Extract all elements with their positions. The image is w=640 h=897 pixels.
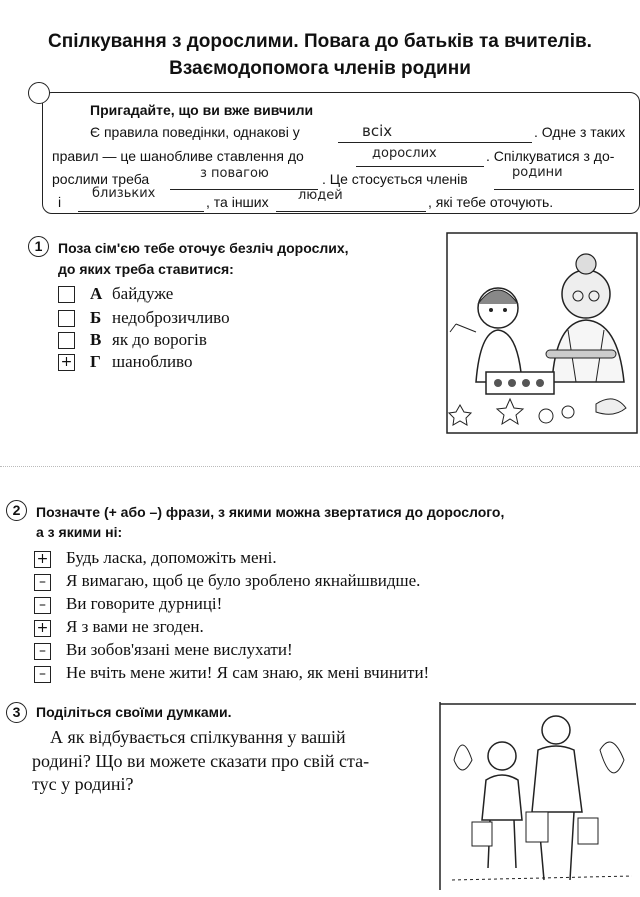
task2-mark-5: –: [39, 643, 46, 659]
task2-mark-6: –: [39, 666, 46, 682]
review-text-4b: , та інших: [206, 194, 269, 210]
task1-mark-d: +: [60, 354, 73, 370]
task1-question-line2: до яких треба ставитися:: [58, 261, 234, 277]
task3-number-badge: 3: [6, 702, 27, 723]
review-text-2a: правил — це шанобливе ставлення до: [52, 148, 304, 164]
task2-mark-1: +: [36, 551, 49, 567]
page-title: Спілкування з дорослими. Повага до батьків та вчителів.: [48, 31, 592, 52]
rolling-pin: [546, 350, 616, 358]
bucket-left: [472, 822, 492, 846]
fill-line-3[interactable]: [170, 189, 318, 190]
review-text-4a: і: [58, 194, 62, 210]
task2-question-line2: а з якими ні:: [36, 524, 123, 540]
task2-text-6: Не вчіть мене жити! Я сам знаю, як мені вчинити!: [66, 663, 430, 682]
task3-body-line1: А як відбувається спілкування у вашій: [50, 727, 346, 747]
task3-body-line3: тус у родині?: [32, 774, 134, 794]
task1-letter-a: А: [90, 284, 103, 303]
task2-number-badge: 2: [6, 500, 27, 521]
bucket-right: [578, 818, 598, 844]
task1-question-line1: Поза сім'єю тебе оточує безліч дорослих,: [58, 240, 349, 256]
fill-answer-1: всіх: [362, 122, 393, 140]
fill-line-2[interactable]: [356, 166, 484, 167]
task1-text-a: байдуже: [112, 284, 174, 303]
task1-checkbox-c[interactable]: [58, 332, 75, 349]
fill-line-5[interactable]: [78, 211, 204, 212]
task2-text-1: Будь ласка, допоможіть мені.: [66, 548, 277, 567]
baking-illustration: [446, 232, 638, 434]
task3-body-line2: родині? Що ви можете сказати про свій ста-: [32, 751, 370, 771]
bucket-middle: [526, 812, 548, 842]
review-text-3b: . Це стосується членів: [322, 171, 468, 187]
fill-answer-2: дорослих: [372, 146, 437, 161]
task1-checkbox-b[interactable]: [58, 310, 75, 327]
fill-answer-3: з повагою: [200, 166, 269, 181]
task1-checkbox-a[interactable]: [58, 286, 75, 303]
task2-mark-4: +: [36, 620, 49, 636]
task2-text-4: Я з вами не згоден.: [66, 617, 204, 636]
task2-question-line1: Позначте (+ або –) фрази, з якими можна звертатися до дорослого,: [36, 504, 505, 520]
fill-answer-4: родини: [512, 165, 563, 180]
task1-number-badge: 1: [28, 236, 49, 257]
page-subtitle: Взаємодопомога членів родини: [169, 58, 471, 79]
task1-text-b: недоброзичливо: [112, 308, 230, 327]
review-text-1a: Є правила поведінки, однакові у: [90, 124, 300, 140]
fill-line-4[interactable]: [494, 189, 634, 190]
task2-mark-2: –: [39, 574, 46, 590]
task2-text-2: Я вимагаю, щоб це було зроблено якнайшвидше.: [66, 571, 421, 590]
review-text-3a: рослими треба: [52, 171, 150, 187]
grandmother-head: [562, 270, 610, 318]
fill-line-6[interactable]: [276, 211, 426, 212]
task1-letter-b: Б: [90, 308, 102, 327]
review-text-1b: . Одне з таких: [534, 124, 626, 140]
family-illustration: [432, 700, 638, 892]
child-head: [488, 742, 516, 770]
review-text-4c: , які тебе оточують.: [428, 194, 554, 210]
fill-answer-5: близьких: [92, 186, 156, 201]
task1-letter-c: В: [90, 330, 102, 349]
section-divider: [0, 466, 640, 467]
task2-text-5: Ви зобов'язані мене вислухати!: [66, 640, 293, 659]
adult-head: [542, 716, 570, 744]
task2-text-3: Ви говорите дурниці!: [66, 594, 223, 613]
task3-heading: Поділіться своїми думками.: [36, 704, 232, 720]
task2-mark-3: –: [39, 597, 46, 613]
review-circle-icon: [28, 82, 50, 104]
fill-answer-6: людей: [298, 188, 343, 203]
task1-text-d: шанобливо: [112, 352, 193, 371]
review-heading: Пригадайте, що ви вже вивчили: [90, 102, 314, 118]
task1-letter-d: Г: [90, 352, 101, 371]
fill-line-1[interactable]: [338, 142, 532, 143]
task1-text-c: як до ворогів: [112, 330, 207, 349]
review-text-2b: . Спілкуватися з до-: [486, 148, 615, 164]
